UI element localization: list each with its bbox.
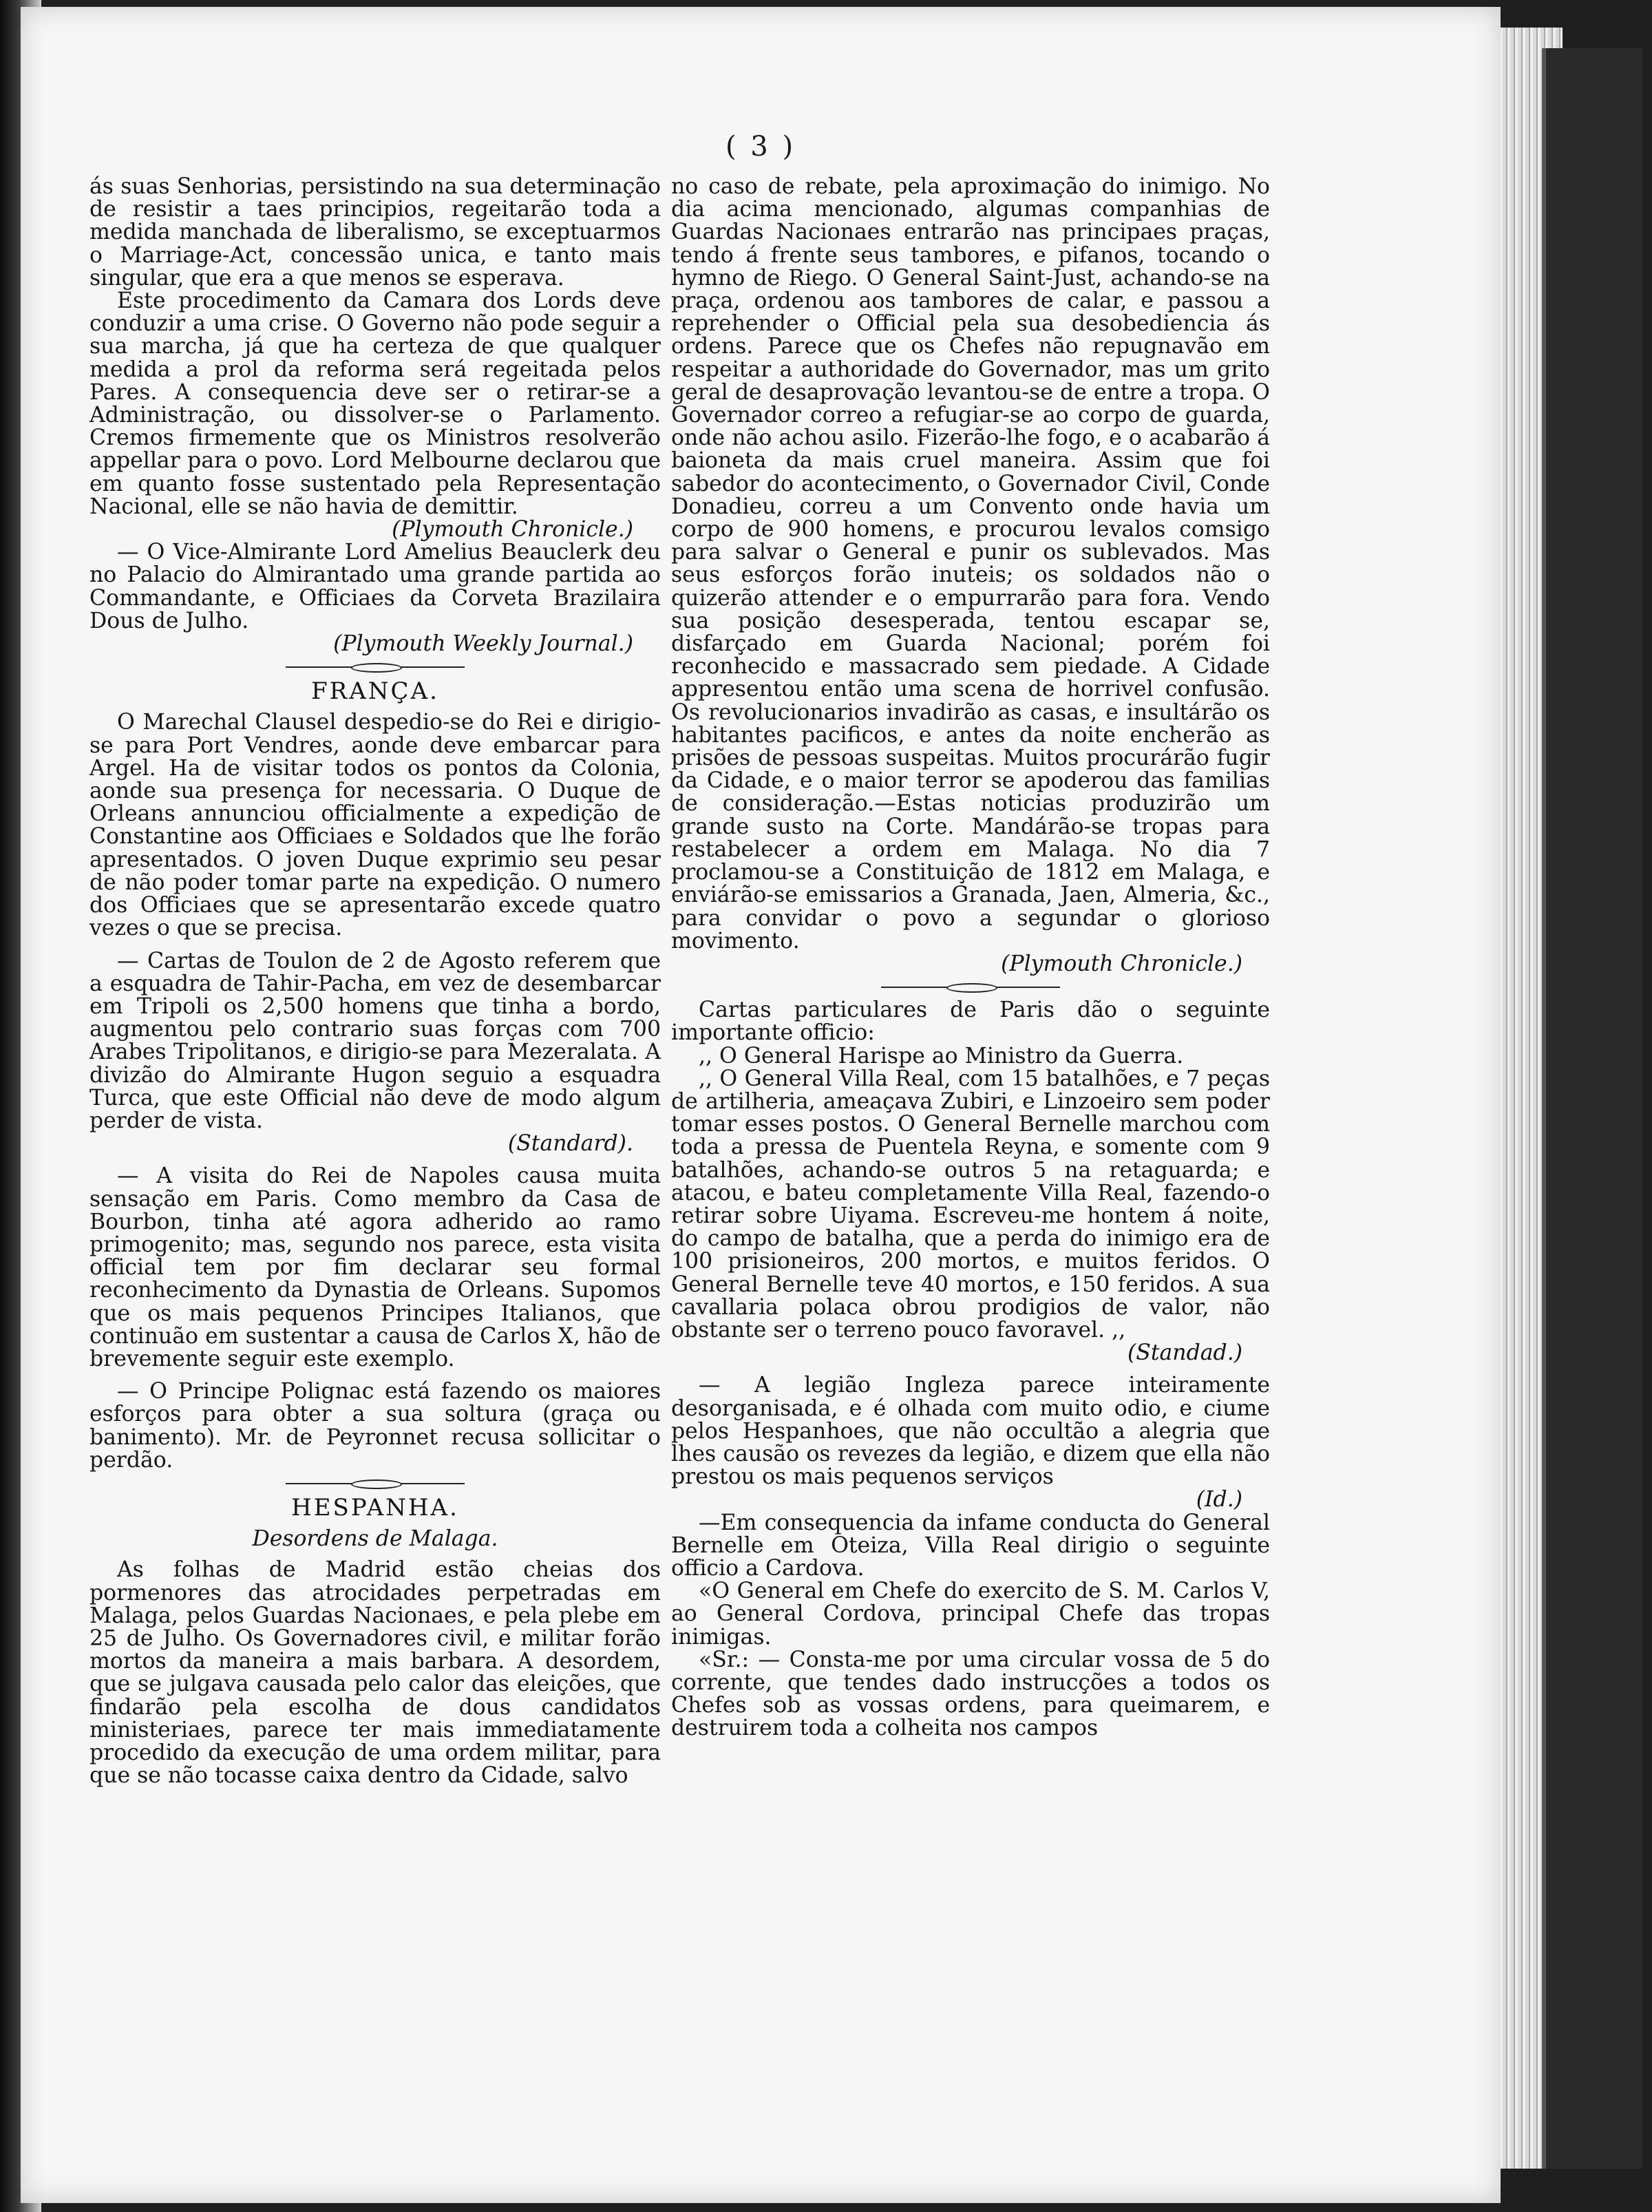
section-heading-hespanha: HESPANHA. [291, 1493, 459, 1521]
source-citation: (Plymouth Chronicle.) [392, 517, 633, 543]
paragraph: — Cartas de Toulon de 2 de Agosto referem que a esquadra de Tahir-Pacha, em vez de desembarcar em Tripoli os 2,500 homens que tinha a bordo, augmentou pelo contrario suas forças com 700 Arabes Tripolitanos, e dirigio-se para Mezeralata. A divizão do Almirante Hugon seguio a esquadra Turca, que este Official não deve de modo algum perder de vista. [89, 948, 661, 1133]
paragraph: no caso de rebate, pela aproximação do inimigo. No dia acima mencionado, algumas companhias de Guardas Nacionaes entrarão nas principaes praças, tendo á frente seus tambores, e pifanos, tocando o hymno de Riego. O General Saint-Just, achando-se na praça, ordenou aos tambores de calar, e passou a reprehender o Official pela sua desobediencia ás ordens. Parece que os Chefes não repugnavão em respeitar a authoridade do Governador, mas um grito geral de desaprovação levantou-se de entre a tropa. O Governador correo a refugiar-se ao corpo de guarda, onde não achou asilo. Fizerão-lhe fogo, e o acabarão á baioneta da mais cruel maneira. Assim que foi sabedor do acontecimento, o Governador Civil, Conde Donadieu, correu a um Convento onde havia um corpo de 900 homens, e procurou levalos comsigo para salvar o General e punir os sublevados. Mas seus esforços forão inuteis; os soldados não o quizerão attender e o empurrarão para fora. Vendo sua posição desesperada, tentou escapar se, disfarçado em Guarda Nacional; porém foi reconhecido e massacrado sem piedade. A Cidade appresentou então uma scena de horrivel confusão. Os revolucionarios invadirão as casas, e insultárão os habitantes pacificos, e antes da noite encherão as prisões de pessoas suspeitas. Muitos procurárão fugir da Cidade, e o maior terror se apoderou das familias de consideração.—Estas noticias produzirão um grande susto na Corte. Mandárão-se tropas para restabelecer a ordem em Malaga. No dia 7 proclamou-se a Constituição de 1812 em Malaga, e enviárão-se emissarios a Granada, Jaen, Almeria, &c., para convidar o povo a segundar o glorioso movimento. [671, 174, 1270, 954]
ornamental-rule [286, 1477, 465, 1490]
ornamental-rule [286, 661, 465, 673]
paragraph: «Sr.: — Consta-me por uma circular vossa de 5 do corrente, que tendes dado instrucções a todos os Chefes sob as vossas ordens, para queimarem, e destruirem toda a colheita nos campos [671, 1647, 1270, 1741]
source-citation: (Standard). [507, 1131, 633, 1157]
source-citation: (Plymouth Weekly Journal.) [333, 631, 633, 657]
left-column [89, 176, 661, 1787]
paragraph: «O General em Chefe do exercito de S. M. Carlos V, ao General Cordova, principal Chefe das tropas inimigas. [671, 1579, 1270, 1650]
paragraph: As folhas de Madrid estão cheias dos pormenores das atrocidades perpetradas em Malaga, pelos Guardas Nacionaes, e pela plebe em 25 de Julho. Os Governadores civil, e militar forão mortos da maneira a mais barbara. A desordem, que se julgava causada pelo calor das eleições, que findarão pela escolha de dous candidatos ministeriaes, parece ter mais immediatamente procedido da execução de uma ordem militar, para que se não tocasse caixa dentro da Cidade, salvo [89, 1557, 661, 1789]
paragraph: Este procedimento da Camara dos Lords deve conduzir a uma crise. O Governo não pode seguir a sua marcha, já que ha certeza de que qualquer medida a prol da reforma será regeitada pelos Pares. A consequencia deve ser o retirar-se a Administração, ou dissolver-se o Parlamento. Cremos firmemente que os Ministros resolverão appellar para o povo. Lord Melbourne declarou que em quanto fosse sustentado pela Representação Nacional, elle se não havia de demittir. [89, 288, 661, 519]
paragraph: — A visita do Rei de Napoles causa muita sensação em Paris. Como membro da Casa de Bourbon, tinha até agora adherido ao ramo primogenito; mas, segundo nos parece, esta visita official tem por fim declarar seu formal reconhecimento da Dynastia de Orleans. Supomos que os mais pequenos Principes Italianos, que continuão em sustentar a causa de Carlos X, hão de brevemente seguir este exemplo. [89, 1163, 661, 1371]
ornamental-rule [881, 981, 1060, 993]
paragraph: Cartas particulares de Paris dão o seguinte importante officio: [671, 998, 1270, 1046]
page-number: ( 3 ) [725, 131, 796, 162]
paragraph: — O Vice-Almirante Lord Amelius Beauclerk deu no Palacio do Almirantado uma grande partida ao Commandante, e Officiaes da Corveta Brazilaira Dous de Julho. [89, 540, 661, 633]
paragraph: ,, O General Harispe ao Ministro da Guerra. [699, 1043, 1184, 1068]
paragraph: ,, O General Villa Real, com 15 batalhões, e 7 peças de artilheria, ameaçava Zubiri, e Linzoeiro sem poder tomar esses postos. O General Bernelle marchou com toda a pressa de Puentela Reyna, e somente com 9 batalhões, achando-se outros 5 na retaguarda; e atacou, e bateu completamente Villa Real, fazendo-o retirar sobre Uiyama. Escreveu-me hontem á noite, do campo de batalha, que a perda do inimigo era de 100 prisioneiros, 200 mortos, e muitos feridos. O General Bernelle teve 40 mortos, e 150 feridos. A sua cavallaria polaca obrou prodigios de valor, não obstante ser o terreno pouco favoravel. ,, [671, 1066, 1270, 1342]
newspaper-page [21, 7, 1501, 2203]
source-citation: (Id.) [1196, 1487, 1242, 1513]
section-subheading: Desordens de Malaga. [252, 1526, 498, 1552]
right-column [671, 176, 1270, 1740]
paragraph: ás suas Senhorias, persistindo na sua determinação de resistir a taes principios, regeitarão toda a medida manchada de liberalismo, se exceptuarmos o Marriage-Act, concessão unica, e tanto mais singular, que era a que menos se esperava. [89, 174, 661, 291]
paragraph: — A legião Ingleza parece inteiramente desorganisada, e é olhada com muito odio, e ciume pelos Hespanhoes, que não occultão a alegria que lhes causão os revezes da legião, e dizem que ella não prestou os mais pequenos serviços [671, 1373, 1270, 1490]
paragraph: —Em consequencia da infame conducta do General Bernelle em Oteiza, Villa Real dirigio o seguinte officio a Cardova. [671, 1510, 1270, 1581]
paragraph: — O Principe Polignac está fazendo os maiores esforços para obter a sua soltura (graça ou banimento). Mr. de Peyronnet recusa sollicitar o perdão. [89, 1379, 661, 1473]
source-citation: (Plymouth Chronicle.) [1001, 951, 1242, 976]
book-cover-edge [1542, 48, 1642, 2169]
section-heading-franca: FRANÇA. [311, 677, 439, 706]
paragraph: O Marechal Clausel despedio-se do Rei e dirigio-se para Port Vendres, aonde deve embarcar para Argel. Ha de visitar todos os pontos da Colonia, aonde sua presença for necessaria. O Duque de Orleans annunciou officialmente a expedição de Constantine aos Officiaes e Soldados que lhe forão apresentados. O joven Duque exprimio seu pesar de não poder tomar parte na expedição. O numero dos Officiaes que se apresentarão excede quatro vezes o que se precisa. [89, 710, 661, 941]
source-citation: (Standad.) [1127, 1340, 1242, 1366]
